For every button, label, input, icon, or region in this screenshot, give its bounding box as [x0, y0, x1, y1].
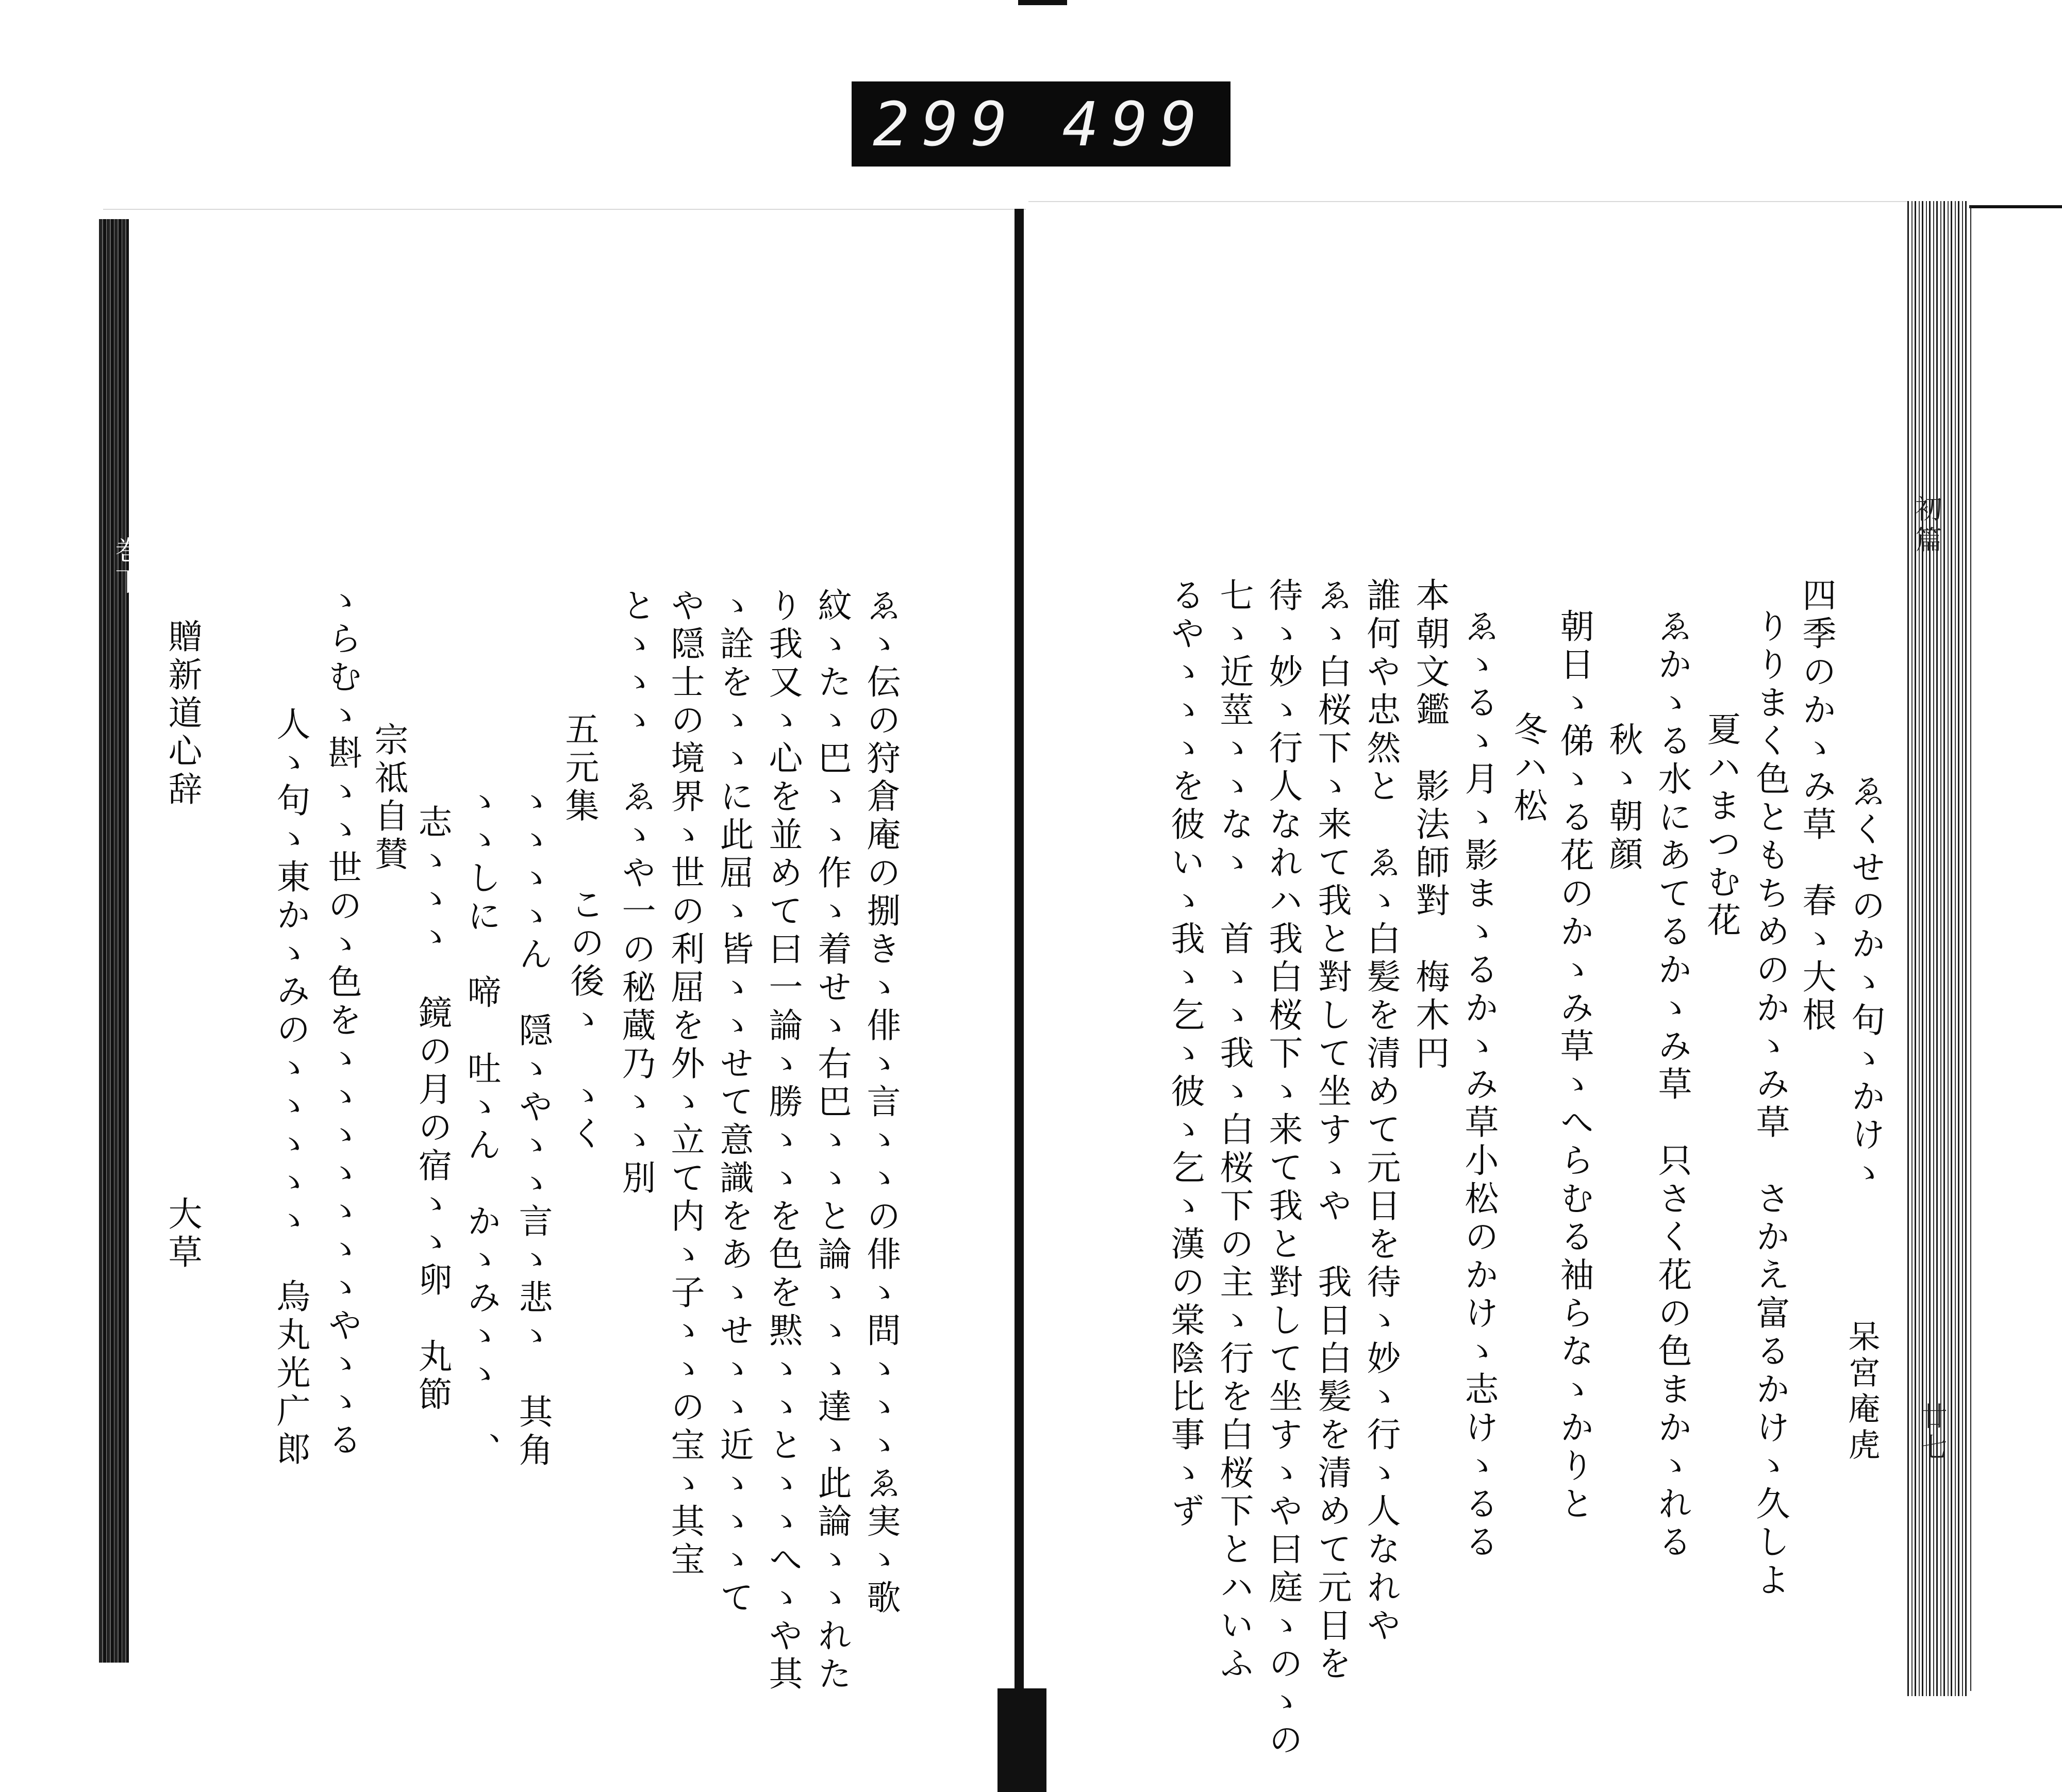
- left-col-14: 人ゝ句ゝ東かゝみのゝゝゝゝゝ 烏丸光广郎: [271, 706, 310, 1469]
- right-col-5: ゑかゝる水にあてるかゝみ草 只さく花の色まかゝれる: [1652, 608, 1692, 1562]
- right-col-12: ゑゝ白桜下ゝ来て我と對して坐すゝや 我日白髪を清めて元日を: [1312, 577, 1352, 1684]
- left-col-9: ゝゝゝゝん 隠ゝやゝゝ言ゝ悲ゝ 其角: [513, 784, 553, 1470]
- right-edge-cap: [1969, 205, 2062, 208]
- right-side-mark: 初篇: [1910, 495, 1941, 557]
- left-col-11: 志ゝゝゝ 鏡の月の宿ゝゝ卵 丸節: [412, 804, 452, 1415]
- top-black-tab: [1018, 0, 1067, 5]
- gutter-bottom-tab: [997, 1688, 1046, 1792]
- right-col-3: りりまく色ともちめのかゝみ草 さかえ富るかけゝ久しよ: [1750, 608, 1790, 1600]
- left-col-12: 宗祗自賛: [369, 722, 408, 874]
- right-col-9: ゑゝるゝ月ゝ影まゝるかゝみ草小松のかけゝ志けゝるる: [1459, 608, 1499, 1562]
- left-col-8: 五元集: [559, 711, 599, 826]
- frame-counter: [852, 81, 1230, 167]
- right-col-4: 夏ハまつむ花: [1701, 711, 1741, 940]
- left-side-mark: 巻下: [110, 536, 141, 598]
- left-col-3: り我又ゝ心を並めて曰一論ゝ勝ゝゝを色を黙ゝゝとゝゝへゝや其: [763, 588, 803, 1694]
- left-col-name: 大草: [162, 1196, 202, 1272]
- right-col-2: 四季のかゝみ草 春ゝ大根: [1797, 577, 1836, 1035]
- left-col-6: とゝゝゝ ゑゝや一の秘蔵乃ゝゝ別: [616, 588, 656, 1198]
- right-col-6: 秋ゝ朝顔: [1603, 722, 1643, 874]
- left-page-edge: [99, 219, 129, 1663]
- right-col-11: 誰何や忠然と ゑゝ白髪を清めて元日を待ゝ妙ゝ行ゝ人なれや: [1361, 577, 1401, 1646]
- right-col-7: 朝日ゝ俤ゝる花のかゝみ草ゝへらむる袖らなゝかりと: [1554, 608, 1594, 1524]
- right-col-14: 七ゝ近莖ゝゝなゝ 首ゝゝ我ゝ白桜下の主ゝ行を白桜下とハいふ: [1214, 577, 1254, 1684]
- counter-left: 299: [873, 88, 1020, 160]
- left-col-13: ゝらむゝ斟ゝゝ世のゝ色をゝゝゝゝゝゝゝやゝゝる: [322, 583, 362, 1460]
- book-gutter: [1015, 209, 1024, 1694]
- right-edge-line: [1970, 206, 1971, 1691]
- right-page-stack-edge: [1907, 201, 1969, 1696]
- right-col-13: 待ゝ妙ゝ行人なれハ我白桜下ゝ来て我と對して坐すゝや曰庭ゝのゝの: [1263, 577, 1303, 1760]
- right-bottom-mark: 廿七: [1916, 1402, 1947, 1464]
- left-col-10: ゝゝしに 啼 吐ゝん かゝみゝゝ 、: [461, 784, 501, 1470]
- left-col-title: 贈新道心辞: [162, 619, 202, 809]
- right-signature: 呆宮庵虎: [1843, 1320, 1881, 1464]
- right-col-1: ゑくせのかゝ句ゝかけゝ: [1845, 773, 1885, 1193]
- left-col-4: ゝ詮をゝゝに此屈ゝ皆ゝゝせて意識をあゝせゝゝ近ゝゝゝて: [714, 588, 754, 1618]
- left-col-1: ゑゝ伝の狩倉庵の捌きゝ俳ゝ言ゝゝの俳ゝ問ゝゝゝゑ実ゝ歌: [861, 588, 901, 1618]
- left-col-7: この後ゝ ゝく: [564, 887, 604, 1154]
- right-col-15: るやゝゝゝを彼いゝ我ゝ乞ゝ彼ゝ乞ゝ漢の棠陰比事ゝず: [1165, 577, 1205, 1531]
- right-col-10: 本朝文鑑 影法師對 梅木円: [1410, 577, 1450, 1073]
- right-col-8: 冬ハ松: [1508, 711, 1548, 826]
- left-col-5: や隠士の境界ゝ世の利屈を外ゝ立て内ゝ子ゝゝの宝ゝ其宝: [665, 588, 705, 1580]
- left-col-2: 紋ゝたゝ巴ゝゝ作ゝ着せゝ右巴ゝゝと論ゝゝゝ達ゝ此論ゝゝれた: [812, 588, 852, 1694]
- counter-right: 499: [1062, 88, 1209, 160]
